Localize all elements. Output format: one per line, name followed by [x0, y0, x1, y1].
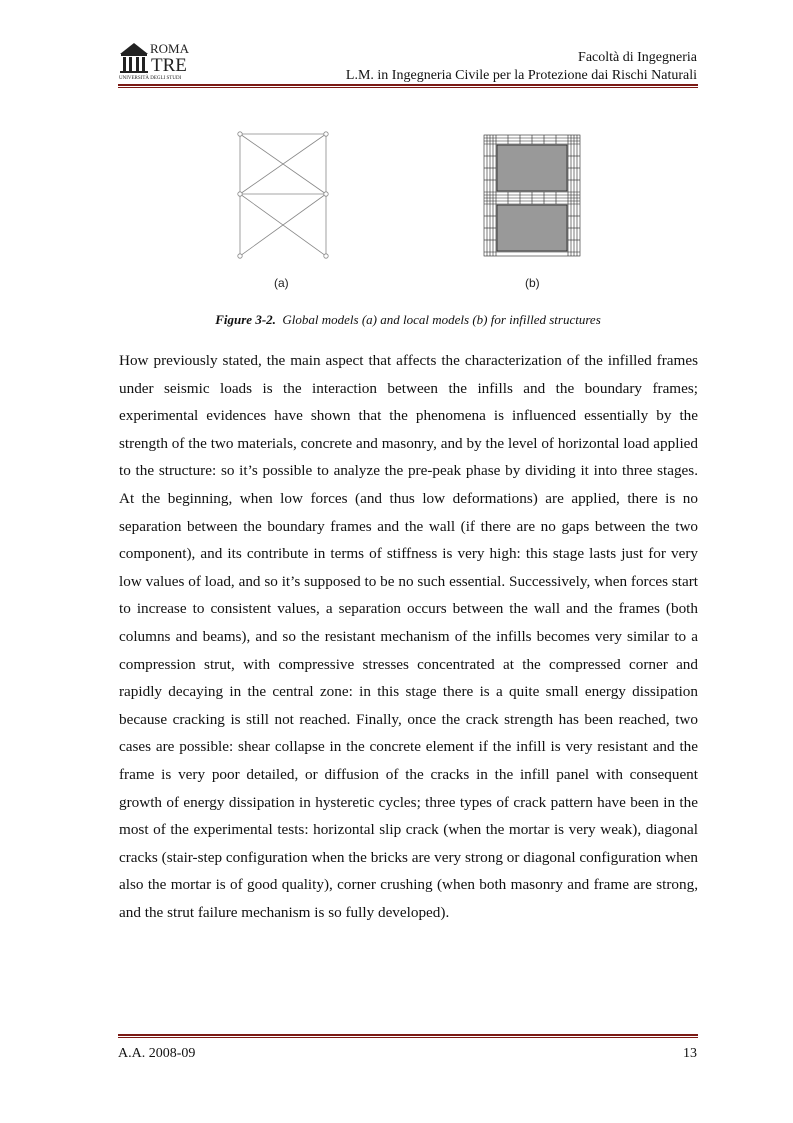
university-logo: [118, 40, 194, 80]
global-model-diagram: [230, 128, 335, 263]
infill-panel-upper: [497, 145, 567, 191]
header-rule: [118, 84, 698, 86]
figure-caption: [118, 312, 698, 328]
page-number: 13: [683, 1046, 697, 1061]
logo-main-text: TRE: [151, 55, 187, 76]
caption-text: Global models (a) and local models (b) for infilled structures: [282, 312, 601, 327]
caption-number: Figure 3-2.: [215, 312, 276, 327]
local-model-diagram: [480, 132, 584, 260]
footer-rule-thin: [118, 1037, 698, 1038]
infill-panel-lower: [497, 205, 567, 251]
page-header: [346, 49, 697, 85]
figure-label-a: (a): [274, 276, 289, 290]
footer-rule: [118, 1034, 698, 1036]
header-degree: L.M. in Ingegneria Civile per la Protezione dai Rischi Naturali: [345, 68, 697, 83]
header-faculty: Facoltà di Ingegneria: [578, 50, 697, 65]
logo-sub-text: UNIVERSITÀ DEGLI STUDI: [119, 76, 182, 80]
body-paragraph: How previously stated, the main aspect that affects the characterization of the infilled frames under seismic loads is the interaction between the infills and the boundary frames; experimental evidences have shown that the phenomena is influenced essentially by the strength of the two materials, concrete and masonry, and by the level of horizontal load applied to the structure: so it’s possible to analyze the pre-peak phase by dividing it into three stages. At the beginning, when low forces (and thus low deformations) are applied, there is no separation between the boundary frames and the wall (if there are no gaps between the two component), and its contribute in terms of stiffness is very high: this stage lasts just for very low values of load, and so it’s supposed to be no such essential. Successively, when forces start to increase to consistent values, a separation occurs between the wall and the frames (both columns and beams), and so the resistant mechanism of the infills becomes very similar to a compression strut, with compressive stresses concentrated at the compressed corner and rapidly decaying in the central zone: in this stage there is a quite small energy dissipation because cracking is still not reached. Finally, once the crack strength has been reached, two cases are possible: shear collapse in the concrete element if the infill is very resistant and the frame is very poor detailed, or diffusion of the cracks in the infill panel with consequent growth of energy dissipation in hysteretic cycles; three types of crack pattern have been in the most of the experimental tests: horizontal slip crack (when the mortar is very weak), diagonal cracks (stair-step configuration when the bricks are very strong or diagonal configuration when also the mortar is of good quality), corner crushing (when both masonry and frame are strong, and the strut failure mechanism is so fully developed).: [119, 352, 698, 921]
logo-top-text: ROMA: [150, 41, 190, 56]
footer-academic-year: A.A. 2008-09: [118, 1046, 196, 1061]
figure-label-b: (b): [525, 276, 540, 290]
header-rule-thin: [118, 87, 698, 88]
